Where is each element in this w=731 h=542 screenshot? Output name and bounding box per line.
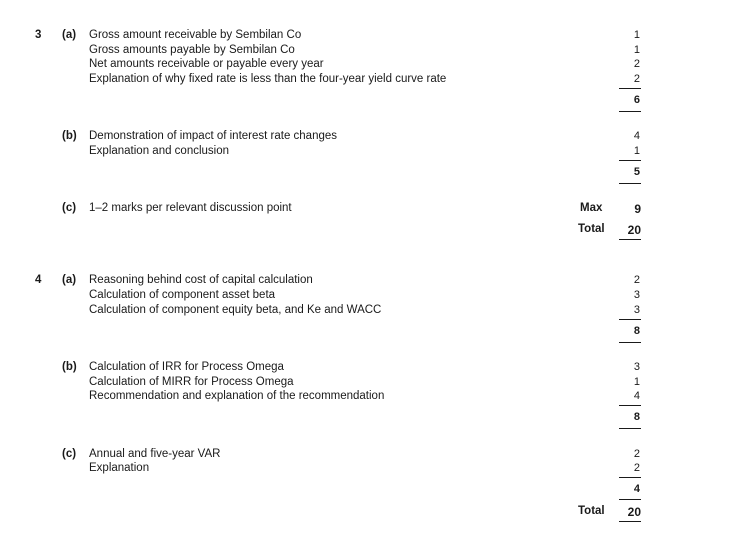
subtotal-rule [619,88,641,89]
subtotal-rule [619,342,641,343]
part-subtotal: 8 [633,325,640,337]
item-mark: 2 [633,73,640,85]
item-text: Recommendation and explanation of the recommendation [89,390,385,402]
part-label: (b) [62,130,77,142]
max-value: 9 [634,202,641,216]
part-subtotal: 5 [633,166,640,178]
item-text: Demonstration of impact of interest rate changes [89,130,338,142]
item-text: Calculation of MIRR for Process Omega [89,376,294,388]
total-label: Total [578,223,605,235]
item-mark: 3 [633,361,640,373]
total-label: Total [578,505,605,517]
part-subtotal: 6 [633,94,640,106]
item-mark: 3 [633,289,640,301]
subtotal-rule [619,111,641,112]
total-value: 20 [627,223,641,237]
question-number: 3 [35,29,42,41]
item-mark: 4 [633,130,640,142]
subtotal-rule [619,428,641,429]
part-label: (a) [62,274,77,286]
subtotal-rule [619,183,641,184]
subtotal-rule [619,405,641,406]
part-subtotal: 4 [633,483,640,495]
total-value: 20 [627,505,641,519]
subtotal-rule [619,477,641,478]
item-mark: 1 [633,376,640,388]
item-text: Calculation of component equity beta, and Ke and WACC [89,304,382,316]
part-label: (a) [62,29,77,41]
item-text: Calculation of component asset beta [89,289,276,301]
item-mark: 2 [633,274,640,286]
item-text: Net amounts receivable or payable every year [89,58,324,70]
item-text: Calculation of IRR for Process Omega [89,361,284,373]
item-text: Explanation [89,462,150,474]
total-rule [619,239,641,240]
question-number: 4 [35,274,42,286]
subtotal-rule [619,160,641,161]
item-text: Gross amount receivable by Sembilan Co [89,29,302,41]
item-text: Gross amounts payable by Sembilan Co [89,44,295,56]
part-label: (c) [62,448,77,460]
item-mark: 2 [633,448,640,460]
item-mark: 1 [633,29,640,41]
item-text: Reasoning behind cost of capital calculation [89,274,313,286]
item-mark: 4 [633,390,640,402]
item-text: 1–2 marks per relevant discussion point [89,202,292,214]
item-mark: 2 [633,58,640,70]
item-mark: 2 [633,462,640,474]
total-rule [619,521,641,522]
subtotal-rule [619,319,641,320]
item-text: Explanation of why fixed rate is less than the four-year yield curve rate [89,73,447,85]
item-mark: 1 [633,145,640,157]
item-text: Annual and five-year VAR [89,448,221,460]
item-mark: 3 [633,304,640,316]
max-label: Max [580,202,603,214]
subtotal-rule [619,499,641,500]
part-subtotal: 8 [633,411,640,423]
item-mark: 1 [633,44,640,56]
part-label: (c) [62,202,77,214]
part-label: (b) [62,361,77,373]
item-text: Explanation and conclusion [89,145,230,157]
